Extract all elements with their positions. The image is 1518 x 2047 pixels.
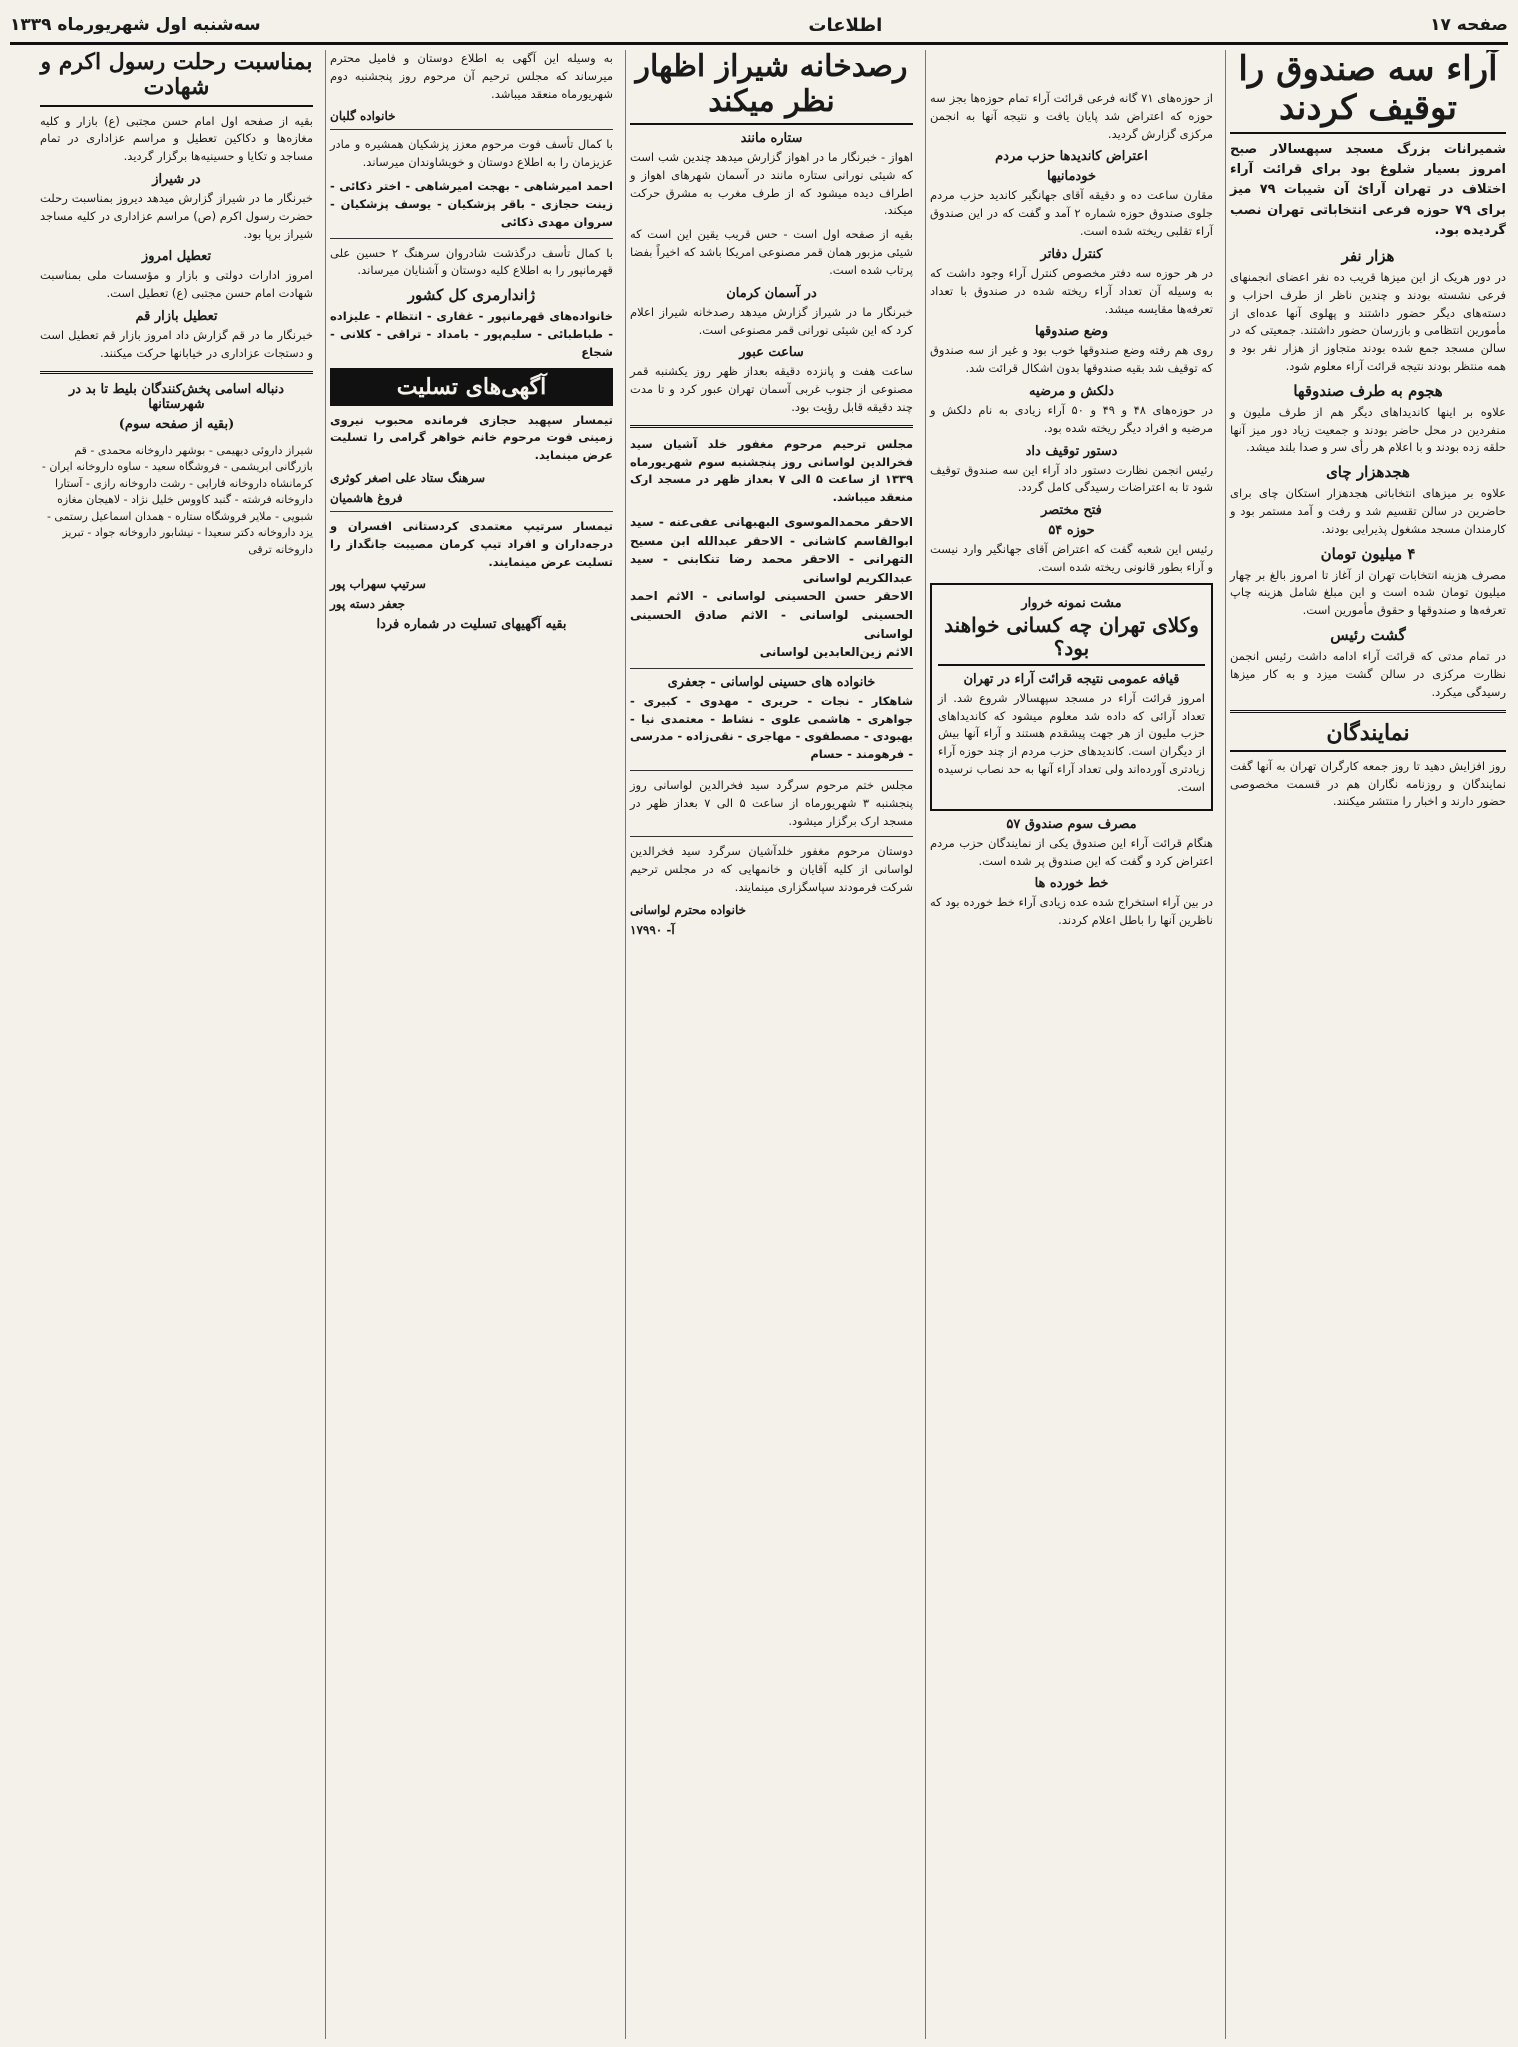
paragraph: رئیس این شعبه گفت که اعتراض آقای جهانگیر وارد نیست و آراء بطور قانونی ریخته شده است. — [930, 542, 1213, 574]
memorial-notice: مجلس ترحیم مرحوم مغفور خلد آشیان سید فخرالدین لواسانی روز پنجشنبه سوم شهریورماه ۱۳۳۹ از ساعت ۵ الی ۷ بعداز ظهر در مسجد ارک منعقد میباشد. — [630, 436, 913, 505]
continued-note: بقیه آگهیهای تسلیت در شماره فردا — [376, 617, 567, 633]
signature: جعفر دسته پور — [330, 597, 406, 612]
notice: به وسیله این آگهی به اطلاع دوستان و فامیل محترم میرساند که مجلس ترحیم آن مرحوم روز پنجشنبه دوم شهریورماه منعقد میباشد. — [330, 51, 613, 101]
subhead-tea: هجدهزار چای — [1326, 463, 1410, 482]
headline-mourning: بمناسبت رحلت رسول اکرم و شهادت — [40, 50, 313, 107]
box-subhead: قیافه عمومی نتیجه قرائت آراء در تهران — [963, 671, 1180, 687]
subhead-ledger: کنترل دفاتر — [1040, 246, 1103, 262]
distributors-list: شیراز داروئی دیهیمی - بوشهر داروخانه محمدی - قم بازرگانی ابریشمی - فروشگاه سعید - ساوه داروخانه ایران - کرمانشاه داروخانه فارابی - رشت داروخانه رازی - آستارا داروخانه فرشته - گنبد کاووس خلیل نژاد - لاهیجان مغازه شبویی - ملایر فروشگاه ستاره - همدان اسماعیل رستمی - یزد داروخانه دکتر سعیدا - نیشابور داروخانه جواد - تبریز داروخانه ترقی — [41, 443, 313, 556]
paragraph: رئیس انجمن نظارت دستور داد آراء این سه صندوق توقیف شود تا به اعتراضات رسیدگی کامل گردد. — [930, 462, 1213, 495]
subhead-district-54: حوزه ۵۴ — [1048, 523, 1095, 539]
condolence-ads-banner: آگهی‌های تسلیت — [330, 368, 613, 406]
signature: خانواده گلبان — [330, 109, 396, 124]
subhead-closure: تعطیل امروز — [141, 249, 212, 265]
signature: سرتیپ سهراب پور — [330, 577, 426, 592]
box-tehran-deputies — [930, 583, 1213, 811]
family-list: شاهکار - نجات - حریری - مهدوی - کبیری - جواهری - هاشمی علوی - نشاط - معتمدی نیا - بهبودی - مصطفوی - مهاجری - نقی‌زاده - مدرسی - فرهومند - حسام — [630, 693, 913, 762]
subhead-shiraz: در شیراز — [152, 172, 201, 188]
paper-name: اطلاعات — [808, 14, 883, 36]
subhead-chief-tour: گشت رئیس — [1330, 626, 1406, 645]
bottom-strip-title: دنباله اسامی پخش‌کنندگان بلیط تا بد در شهرستانها — [68, 381, 285, 412]
clergy-names — [630, 513, 913, 662]
paragraph: خبرنگار ما در شیراز گزارش میدهد دیروز بمناسبت رحلت حضرت رسول اکرم (ص) مراسم عزاداری در کلیه مساجد شیراز برپا بود. — [40, 191, 313, 241]
subhead-star-like: ستاره مانند — [740, 131, 803, 146]
paragraph: هنگام قرائت آراء این صندوق یکی از نمایندگان حزب مردم اعتراض کرد و گفت که این صندوق پر شده است. — [930, 835, 1213, 868]
paragraph: ساعت هفت و پانزده دقیقه بعداز ظهر روز یکشنبه قمر مصنوعی از جنوب غربی آسمان تهران عبور کرد و تا مدت چند دقیقه قابل رؤیت بود. — [630, 364, 913, 414]
masthead — [10, 8, 1508, 45]
paragraph: مصرف هزینه انتخابات تهران از آغاز تا امروز بالغ بر چهار میلیون تومان شده است و این مبلغ شامل هزینه چاپ تعرفه‌ها و صندوقها و حقوق مأمورین است. — [1230, 567, 1506, 618]
columns — [8, 50, 1510, 2039]
subhead-boxes: وضع صندوقها — [1035, 324, 1108, 340]
subhead-crossed: خط خورده ها — [1034, 876, 1109, 892]
thanks-notice: دوستان مرحوم مغفور خلدآشیان سرگرد سید فخرالدین لواسانی از کلیه آقایان و خانمهایی که در مجلس ترحیم شرکت فرمودند سپاسگزاری مینمایند. — [630, 844, 913, 895]
subhead-brief-win: فتح مختصر — [1041, 503, 1102, 519]
subhead-qom-bazaar: تعطیل بازار قم — [135, 309, 218, 325]
memorial-notice: مجلس ختم مرحوم سرگرد سید فخرالدین لواسانی روز پنجشنبه ۳ شهریورماه از ساعت ۵ الی ۷ بعداز ظهر در مسجد ارک برگزار میشود. — [630, 778, 913, 828]
box-kicker: مشت نمونه خروار — [1021, 595, 1122, 611]
subhead-cost: ۴ میلیون تومان — [1320, 544, 1416, 563]
family-label: خانواده های حسینی لواسانی - جعفری — [667, 674, 876, 690]
subhead-thousand: هزار نفر — [1341, 246, 1395, 265]
paragraph: علاوه بر میزهای انتخاباتی هجدهزار استکان چای برای حاضرین در سالن تقسیم شد و رفت و آمد مستمر بود و کارمندان مسجد مشغول پذیرایی بودند. — [1230, 486, 1506, 536]
family-names: خانواده‌های قهرمانپور - غفاری - انتظام - علیزاده - طباطبائی - سلیم‌پور - بامداد - تراقی - کلانی - شجاع — [330, 309, 613, 359]
signature: فروغ هاشمیان — [330, 491, 403, 505]
name-line: الاثم زین‌العابدین لواسانی — [759, 645, 913, 660]
paragraph: در حوزه‌های ۴۸ و ۴۹ و ۵۰ آراء زیادی به نام دلکش و مرضیه و افراد دیگر ریخته شده بود. — [930, 402, 1213, 435]
column-observatory — [625, 50, 917, 2039]
page-number: صفحه ۱۷ — [1430, 15, 1508, 35]
signature: خانواده محترم لواسانی — [630, 902, 747, 917]
column-election-right — [1225, 50, 1510, 2039]
box-headline: وکلای تهران چه کسانی خواهند بود؟ — [938, 614, 1205, 666]
paragraph: از حوزه‌های ۷۱ گانه فرعی قرائت آراء تمام حوزه‌ها بجز سه حوزه که اعتراض شد پایان یافت و نتیجه آنها به انجمن مرکزی گزارش گردید. — [930, 91, 1213, 141]
signature-gendarmerie: ژاندارمری کل کشور — [407, 286, 536, 305]
box-paragraph: امروز قرائت آراء در مسجد سپهسالار شروع شد. از تعداد آرائی که داده شد معلوم میشود که کاندیداهای حزب ملیون از هر جهت پیشقدم هستند و آراء آنها بیش از دیگران است. کاندیدهای حزب مردم از چند حوزه آراء زیادتری آورده‌اند ولی تعداد آراء آنها به حد نصاب نرسیده است. — [938, 690, 1205, 794]
paragraph: امروز ادارات دولتی و بازار و مؤسسات ملی بمناسبت شهادت امام حسن مجتبی (ع) تعطیل است. — [40, 268, 313, 301]
name-line: الاحقر محمدالموسوی البهبهانی عفی‌عنه - سید ابوالقاسم کاشانی - الاحقر عبدالله ابن مسیح التهرانی - الاحقر محمد رضا تنکابنی - سید عبدالکریم لواسانی — [630, 515, 913, 585]
notice: با کمال تأسف درگذشت شادروان سرهنگ ۲ حسین علی قهرمانپور را به اطلاع کلیه دوستان و آشنایان میرساند. — [330, 245, 613, 278]
family-names: احمد امیرشاهی - بهجت امیرشاهی - اختر ذکائی - زینت حجازی - باقر پزشکیان - یوسف پزشکیان - سروان مهدی ذکائی — [330, 179, 613, 229]
divider — [630, 425, 913, 428]
headline-representatives: نمایندگان — [1230, 721, 1506, 752]
name-line: الاحقر حسن الحسینی لواسانی - الاثم احمد الحسینی لواسانی - الاثم صادق الحسینی لواسانی — [630, 589, 913, 641]
column-mourning — [36, 50, 317, 2039]
subhead-names: دلکش و مرضیه — [1029, 383, 1114, 399]
paragraph: بقیه از صفحه اول امام حسن مجتبی (ع) بازار و کلیه مغازه‌ها و دکاکین تعطیل و مراسم عزاداری در تمام مساجد و تکایا و حسینیه‌ها برگزار گردید. — [40, 113, 313, 164]
paragraph: علاوه بر اینها کاندیداهای دیگر هم از طرف ملیون و منفردین در محل حاضر بودند و جمعیت زیاد دور میز آنها حلقه زده بودند و با اعلام هر رأی سر و صدا بلند میشد. — [1230, 404, 1506, 455]
subhead-rush: هجوم به طرف صندوقها — [1293, 381, 1443, 400]
paragraph: در دور هریک از این میزها قریب ده نفر اعضای انجمنهای فرعی نشسته بودند و چندین ناظر از طرف احزاب و دسته‌های دیگر حضور داشتند و پهلوی آنها عده‌ای از مأمورین انتظامی و بازرسان حضور داشتند. جمعیتی که در سالن مسجد جمع شده بودند متجاوز از هزار نفر بود و همه منتظر بودند نتیجه قرائت آراء معلوم شود. — [1230, 269, 1506, 373]
notice: با کمال تأسف فوت مرحوم معزز پزشکیان همشیره و مادر عزیزمان را به اطلاع دوستان و خویشاوندان میرساند. — [330, 137, 613, 170]
column-condolences — [325, 50, 617, 2039]
subhead-transit-time: ساعت عبور — [739, 345, 804, 361]
notice: تیمسار سرتیپ معتمدی کردستانی افسران و درجه‌داران و افراد تیپ کرمان مصیبت جانگداز را تسلیت عرض مینمایند. — [330, 519, 613, 569]
subhead-kerman-sky: در آسمان کرمان — [726, 285, 817, 301]
paragraph: در بین آراء استخراج شده عده زیادی آراء خط خورده بود که ناظرین آنها را باطل اعلام کردند. — [930, 895, 1213, 928]
issue-date: سه‌شنبه اول شهریورماه ۱۳۳۹ — [10, 15, 261, 35]
subhead-objection: اعتراض کاندیدها حزب مردم — [995, 149, 1148, 165]
lead-paragraph: شمیرانات بزرگ مسجد سپهسالار صبح امروز بسیار شلوغ بود برای قرائت آراء اختلاف در تهران آرائ آن شیبات ۷۹ میز برای ۷۹ حوزه فرعی انتخاباتی تهران نصب گردیده بود. — [1230, 142, 1506, 238]
paragraph: مقارن ساعت ده و دقیقه آقای جهانگیر کاندید حزب مردم جلوی صندوق حوزه شماره ۲ آمد و گفت که در این صندوق آراء تقلبی ریخته شده است. — [930, 188, 1213, 239]
column-election-continued — [925, 50, 1217, 2039]
paragraph: خبرنگار ما در شیراز گزارش میدهد رصدخانه شیراز اعلام کرد که این شیئی نورانی قمر مصنوعی است. — [630, 304, 913, 337]
bottom-strip-ref: (بقیه از صفحه سوم) — [118, 416, 235, 432]
paragraph: بقیه از صفحه اول است - حس قریب یقین این است که شیئی مزبور همان قمر مصنوعی امریکا باشد که اخیراً بفضا پرتاب شده است. — [630, 227, 913, 277]
paragraph: در تمام مدتی که قرائت آراء ادامه داشت رئیس انجمن نظارت مرکزی در سالن گشت میزد و به کار میزها رسیدگی میکرد. — [1230, 649, 1506, 699]
paragraph: اهواز - خبرنگار ما در اهواز گزارش میدهد چندین شب است که شیئی نورانی ستاره مانند در آسمان شهرهای اهواز و اطراف دیده میشود که از طرف مغرب به مشرق حرکت میکند. — [630, 150, 913, 218]
paragraph: خبرنگار ما در قم گزارش داد امروز بازار قم تعطیل است و دستجات عزاداری در خیابانها حرکت میکنند. — [40, 328, 313, 360]
subhead-seize-order: دستور توقیف داد — [1025, 443, 1118, 459]
ad-code: آ- ۱۷۹۹۰ — [630, 922, 675, 937]
headline-ballot-boxes: آراء سه صندوق را توقیف کردند — [1230, 50, 1506, 134]
notice: تیمسار سپهبد حجازی فرمانده محبوب نیروی زمینی فوت مرحوم خانم خواهر گرامی را تسلیت عرض مینماید. — [330, 412, 613, 463]
paragraph: روز افزایش دهید تا روز جمعه کارگران تهران به آنها گفت نمایندگان و روزنامه نگاران هم در قسمت مخصوصی حضور دارند و اخبار را منتشر میکنند. — [1230, 758, 1506, 809]
subhead-box-57: مصرف سوم صندوق ۵۷ — [1006, 816, 1137, 832]
divider — [1230, 710, 1506, 713]
signature: سرهنگ ستاد علی اصغر کوثری — [330, 471, 486, 485]
subhead-insiders: خودمانیها — [1047, 169, 1096, 185]
paragraph: روی هم رفته وضع صندوقها خوب بود و غیر از سه صندوق که توقیف شد بقیه صندوقها بدون اشکال قرائت شد. — [930, 343, 1213, 376]
headline-observatory: رصدخانه شیراز اظهار نظر میکند — [630, 50, 913, 125]
paragraph: در هر حوزه سه دفتر مخصوص کنترل آراء وجود داشت که به وسیله آن تعداد آراء ریخته شده در صندوق با تعداد تعرفه‌ها مقایسه میشد. — [930, 265, 1213, 316]
